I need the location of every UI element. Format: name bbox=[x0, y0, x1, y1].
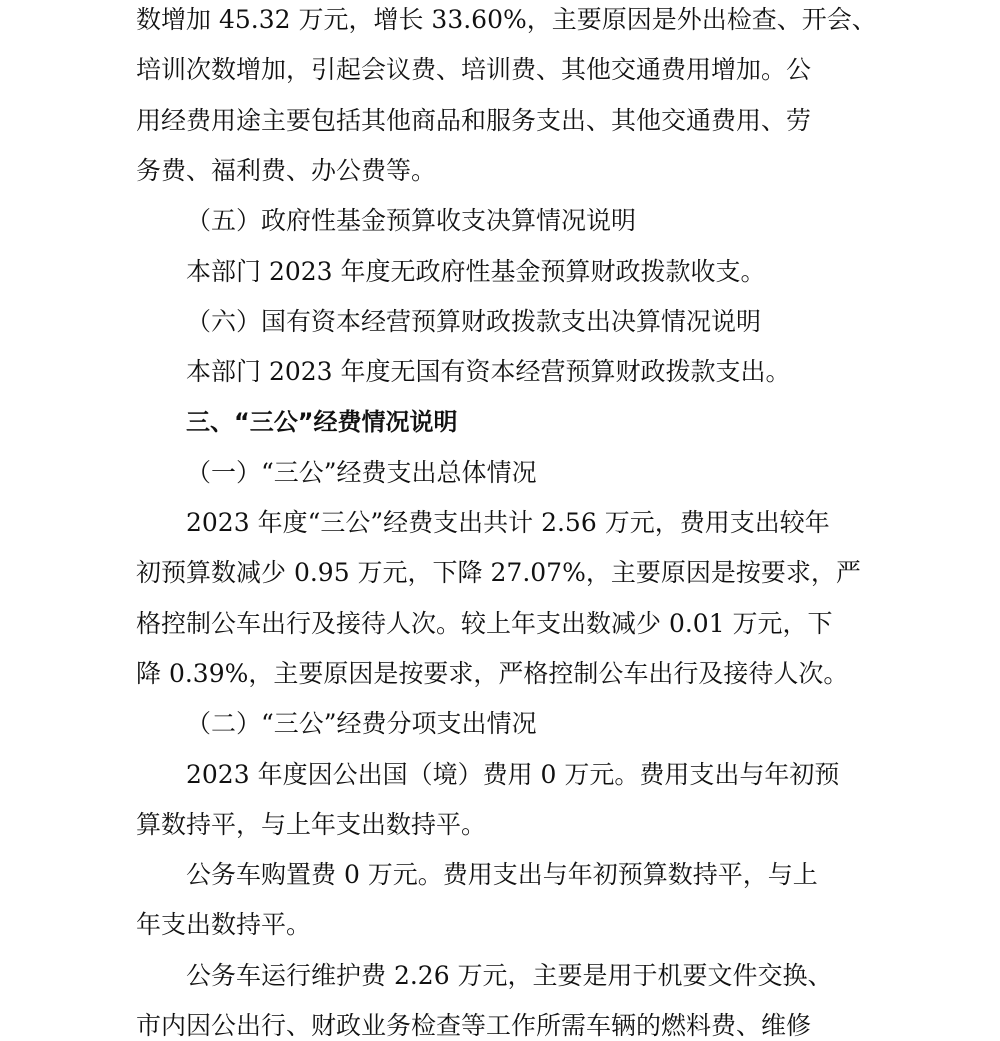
body-line-11: 2023 年度“三公”经费支出共计 2.56 万元，费用支出较年 bbox=[186, 508, 830, 537]
body-line-17: 算数持平，与上年支出数持平。 bbox=[136, 810, 487, 839]
subheading-6: （六）国有资本经营预算财政拨款支出决算情况说明 bbox=[186, 307, 762, 336]
body-line-16: 2023 年度因公出国（境）费用 0 万元。费用支出与年初预 bbox=[186, 760, 840, 789]
body-line-20: 公务车运行维护费 2.26 万元，主要是用于机要文件交换、 bbox=[186, 961, 833, 990]
subheading-5: （五）政府性基金预算收支决算情况说明 bbox=[186, 206, 637, 235]
body-line-13: 格控制公车出行及接待人次。较上年支出数减少 0.01 万元，下 bbox=[136, 609, 833, 638]
body-line-6: 本部门 2023 年度无政府性基金预算财政拨款收支。 bbox=[186, 257, 766, 286]
body-line-14: 降 0.39%，主要原因是按要求，严格控制公车出行及接待人次。 bbox=[136, 659, 849, 688]
subheading-1: （一）“三公”经费支出总体情况 bbox=[186, 458, 537, 487]
body-line-18: 公务车购置费 0 万元。费用支出与年初预算数持平，与上 bbox=[186, 860, 818, 889]
subheading-2: （二）“三公”经费分项支出情况 bbox=[186, 709, 537, 738]
body-line-1: 数增加 45.32 万元，增长 33.60%，主要原因是外出检查、开会、 bbox=[136, 5, 877, 34]
body-line-21: 市内因公出行、财政业务检查等工作所需车辆的燃料费、维修 bbox=[136, 1011, 812, 1040]
body-line-19: 年支出数持平。 bbox=[136, 910, 312, 939]
section-heading-3: 三、“三公”经费情况说明 bbox=[186, 408, 458, 436]
body-line-2: 培训次数增加，引起会议费、培训费、其他交通费用增加。公 bbox=[136, 55, 812, 84]
body-line-8: 本部门 2023 年度无国有资本经营预算财政拨款支出。 bbox=[186, 357, 791, 386]
body-line-12: 初预算数减少 0.95 万元，下降 27.07%，主要原因是按要求，严 bbox=[136, 558, 861, 587]
body-line-4: 务费、福利费、办公费等。 bbox=[136, 156, 437, 185]
body-line-3: 用经费用途主要包括其他商品和服务支出、其他交通费用、劳 bbox=[136, 106, 812, 135]
